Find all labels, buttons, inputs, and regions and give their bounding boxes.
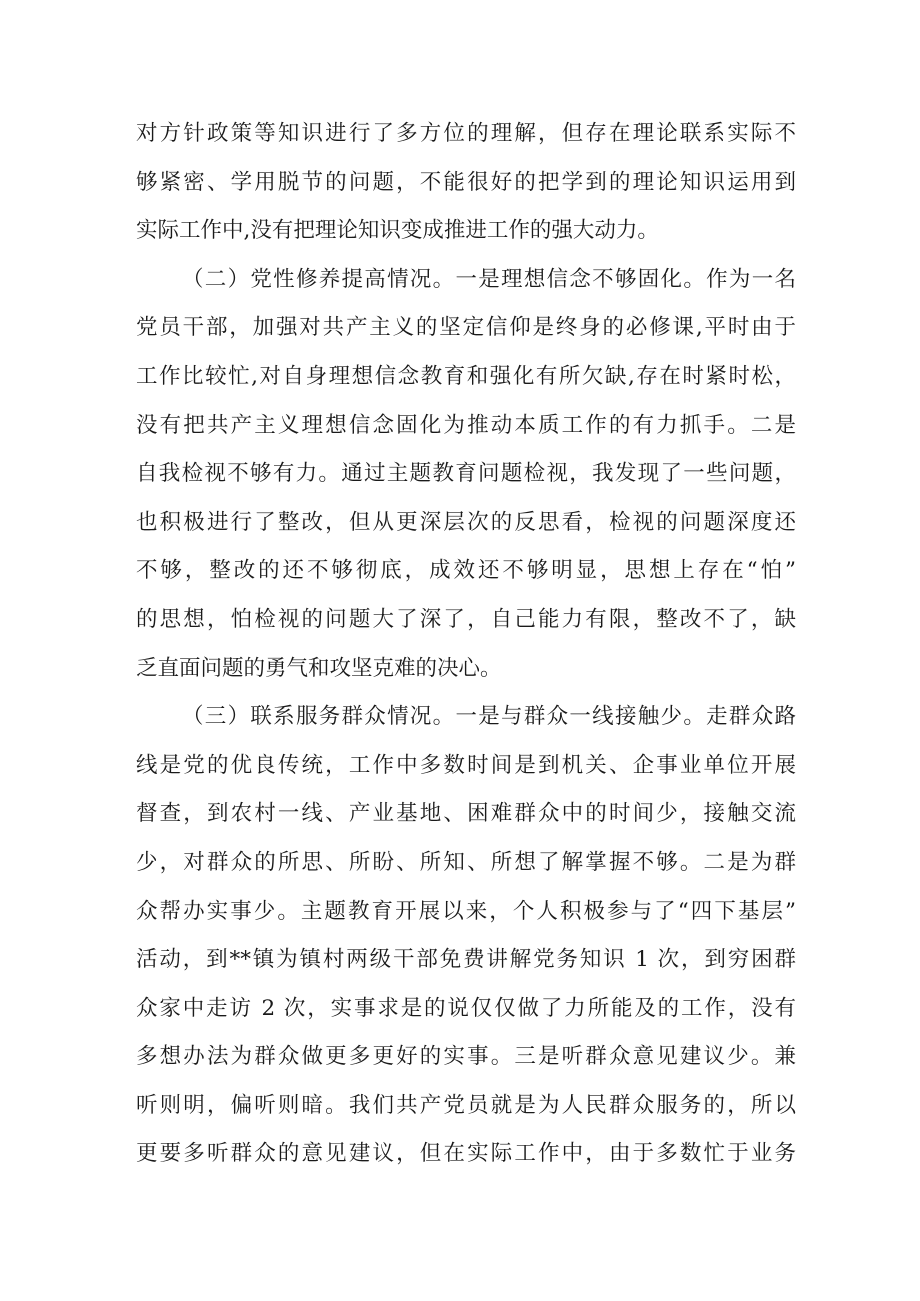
- text-line: 实际工作中,没有把理论知识变成推进工作的强大动力。: [136, 218, 659, 244]
- text-line: 听则明，偏听则暗。我们共产党员就是为人民群众服务的，所以: [136, 1092, 796, 1118]
- text-line: 乏直面问题的勇气和攻坚克难的决心。: [136, 655, 502, 681]
- text-line: 督查，到农村一线、产业基地、困难群众中的时间少，接触交流: [136, 801, 796, 827]
- text-line: 众家中走访 2 次，实事求是的说仅仅做了力所能及的工作，没有: [136, 995, 796, 1021]
- text-line: 更要多听群众的意见建议，但在实际工作中，由于多数忙于业务: [136, 1141, 796, 1167]
- text-line: 工作比较忙,对自身理想信念教育和强化有所欠缺,存在时紧时松，: [136, 363, 796, 389]
- document-body: [136, 110, 796, 1179]
- text-line: 也积极进行了整改，但从更深层次的反思看，检视的问题深度还: [136, 509, 796, 535]
- text-line: 少，对群众的所思、所盼、所知、所想了解掌握不够。二是为群: [136, 849, 796, 875]
- text-line: 够紧密、学用脱节的问题，不能很好的把学到的理论知识运用到: [136, 169, 796, 195]
- text-line: 自我检视不够有力。通过主题教育问题检视，我发现了一些问题，: [136, 461, 796, 487]
- paragraph-heading-line: （三）联系服务群众情况。一是与群众一线接触少。走群众路: [182, 704, 796, 730]
- text-line: 众帮办实事少。主题教育开展以来，个人积极参与了“四下基层”: [136, 898, 796, 924]
- text-line: 的思想，怕检视的问题大了深了，自己能力有限，整改不了，缺: [136, 606, 796, 632]
- paragraph-heading-line: （二）党性修养提高情况。一是理想信念不够固化。作为一名: [182, 266, 796, 292]
- text-line: 党员干部，加强对共产主义的坚定信仰是终身的必修课,平时由于: [136, 315, 796, 341]
- text-line: 没有把共产主义理想信念固化为推动本质工作的有力抓手。二是: [136, 412, 796, 438]
- text-line: 活动，到**镇为镇村两级干部免费讲解党务知识 1 次，到穷困群: [136, 947, 796, 973]
- text-line: 线是党的优良传统，工作中多数时间是到机关、企事业单位开展: [136, 752, 796, 778]
- text-line: 对方针政策等知识进行了多方位的理解，但存在理论联系实际不: [136, 121, 796, 146]
- text-line: 不够，整改的还不够彻底，成效还不够明显，思想上存在“怕”: [136, 558, 796, 584]
- text-line: 多想办法为群众做更多更好的实事。三是听群众意见建议少。兼: [136, 1044, 796, 1070]
